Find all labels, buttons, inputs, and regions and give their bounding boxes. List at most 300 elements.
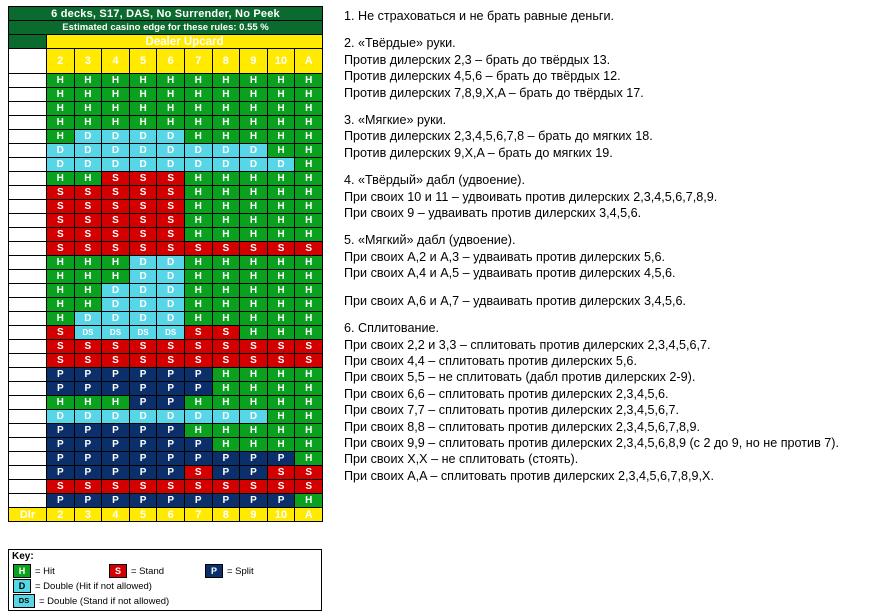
col-footer-5: 5 (129, 508, 157, 522)
strategy-cell: P (47, 368, 75, 382)
dealer-upcard-header: Dealer Upcard (47, 35, 323, 49)
strategy-cell: H (212, 130, 240, 144)
strategy-cell: D (129, 256, 157, 270)
strategy-cell: H (47, 270, 75, 284)
row-label: 17 (9, 242, 47, 256)
strategy-cell: S (74, 340, 102, 354)
row-label: 7,7 (9, 438, 47, 452)
strategy-cell: D (240, 410, 268, 424)
strategy-cell: P (74, 424, 102, 438)
strategy-cell: H (295, 438, 323, 452)
strategy-cell: S (295, 340, 323, 354)
strategy-cell: H (102, 256, 130, 270)
strategy-cell: H (267, 186, 295, 200)
legend-text-double: = Double (Hit if not allowed) (35, 580, 152, 592)
strategy-cell: S (74, 228, 102, 242)
row-label: 12 (9, 172, 47, 186)
strategy-cell: H (47, 298, 75, 312)
strategy-row (9, 284, 323, 298)
strategy-cell: P (267, 494, 295, 508)
strategy-cell: H (212, 172, 240, 186)
strategy-row (9, 228, 323, 242)
row-label: 14 (9, 200, 47, 214)
strategy-cell: H (267, 256, 295, 270)
note-line: При своих 6,6 – сплитовать против дилерских 2,3,4,5,6. (344, 386, 669, 401)
row-label: A,2 (9, 256, 47, 270)
strategy-cell: S (47, 326, 75, 340)
strategy-cell: H (74, 284, 102, 298)
strategy-cell: H (102, 270, 130, 284)
strategy-cell: S (212, 480, 240, 494)
note-line: Против дилерских 9,X,A – брать до мягких 19. (344, 145, 613, 160)
strategy-row (9, 340, 323, 354)
legend-item-double-stand (13, 594, 169, 608)
strategy-row (9, 312, 323, 326)
note-line: 2. «Твёрдые» руки. (344, 36, 456, 51)
legend-chip-stand: S (109, 564, 127, 578)
strategy-cell: S (102, 186, 130, 200)
note-line: При своих 4,4 – сплитовать против дилерских 5,6. (344, 353, 637, 368)
strategy-cell: S (267, 466, 295, 480)
strategy-cell: D (47, 410, 75, 424)
strategy-cell: H (184, 74, 212, 88)
strategy-cell: H (212, 88, 240, 102)
strategy-cell: H (184, 396, 212, 410)
strategy-table (8, 6, 323, 522)
row-label: 6,6 (9, 424, 47, 438)
strategy-cell: H (47, 74, 75, 88)
strategy-cell: H (184, 200, 212, 214)
strategy-cell: H (240, 116, 268, 130)
note-line: Против дилерских 2,3 – брать до твёрдых 13. (344, 52, 611, 67)
strategy-cell: H (267, 102, 295, 116)
strategy-cell: H (74, 396, 102, 410)
legend-chip-hit: H (13, 564, 31, 578)
strategy-cell: S (184, 242, 212, 256)
strategy-cell: S (129, 172, 157, 186)
strategy-cell: H (129, 116, 157, 130)
strategy-cell: S (212, 340, 240, 354)
strategy-cell: S (184, 466, 212, 480)
strategy-cell: S (295, 480, 323, 494)
legend-row-2 (13, 579, 321, 593)
strategy-cell: H (184, 88, 212, 102)
strategy-cell: S (267, 242, 295, 256)
strategy-cell: H (267, 424, 295, 438)
strategy-cell: H (157, 88, 185, 102)
col-header-6: 6 (157, 49, 185, 74)
strategy-cell: H (212, 102, 240, 116)
strategy-cell: H (267, 396, 295, 410)
strategy-cell: D (157, 312, 185, 326)
strategy-notes (344, 8, 878, 484)
strategy-cell: D (129, 284, 157, 298)
strategy-cell: D (157, 144, 185, 158)
strategy-cell: D (157, 410, 185, 424)
strategy-cell: H (102, 396, 130, 410)
strategy-cell: H (184, 214, 212, 228)
strategy-cell: H (267, 116, 295, 130)
col-footer-8: 8 (212, 508, 240, 522)
strategy-cell: H (129, 102, 157, 116)
strategy-row (9, 74, 323, 88)
strategy-row (9, 410, 323, 424)
strategy-cell: S (102, 228, 130, 242)
strategy-cell: S (157, 186, 185, 200)
strategy-cell: H (267, 368, 295, 382)
strategy-cell: S (129, 186, 157, 200)
note-line: Против дилерских 7,8,9,X,A – брать до твёрдых 17. (344, 85, 644, 100)
strategy-cell: H (102, 102, 130, 116)
strategy-row (9, 326, 323, 340)
strategy-cell: H (240, 74, 268, 88)
strategy-cell: H (295, 186, 323, 200)
strategy-cell: H (47, 130, 75, 144)
strategy-cell: D (157, 270, 185, 284)
strategy-cell: D (157, 298, 185, 312)
strategy-cell: S (240, 242, 268, 256)
note-line: 1. Не страховаться и не брать равные деньги. (344, 9, 615, 23)
strategy-cell: H (240, 102, 268, 116)
strategy-cell: P (102, 368, 130, 382)
strategy-cell: S (295, 466, 323, 480)
strategy-cell: D (184, 410, 212, 424)
strategy-cell: S (47, 228, 75, 242)
strategy-cell: H (129, 88, 157, 102)
strategy-cell: S (184, 326, 212, 340)
strategy-cell: H (267, 228, 295, 242)
strategy-cell: S (74, 214, 102, 228)
row-label: 5 (9, 74, 47, 88)
strategy-cell: S (47, 242, 75, 256)
strategy-cell: P (47, 452, 75, 466)
strategy-row (9, 158, 323, 172)
row-label: 8,8 (9, 452, 47, 466)
strategy-cell: D (47, 144, 75, 158)
strategy-cell: S (47, 186, 75, 200)
strategy-cell: H (47, 172, 75, 186)
strategy-cell: S (74, 242, 102, 256)
dealer-footer-label: Dlr (9, 508, 47, 522)
strategy-cell: P (102, 424, 130, 438)
strategy-cell: H (102, 116, 130, 130)
strategy-cell: H (267, 410, 295, 424)
strategy-cell: D (129, 158, 157, 172)
strategy-cell: P (102, 438, 130, 452)
note-line: При своих 9 – удваивать против дилерских 3,4,5,6. (344, 206, 642, 221)
strategy-cell: H (267, 284, 295, 298)
strategy-cell: S (47, 480, 75, 494)
col-header-8: 8 (212, 49, 240, 74)
chart-title: 6 decks, S17, DAS, No Surrender, No Peek (9, 7, 323, 21)
strategy-cell: H (240, 284, 268, 298)
strategy-cell: H (212, 214, 240, 228)
strategy-cell: H (184, 130, 212, 144)
strategy-row (9, 298, 323, 312)
strategy-cell: H (184, 312, 212, 326)
strategy-cell: H (212, 438, 240, 452)
strategy-cell: P (212, 452, 240, 466)
col-header-2: 2 (47, 49, 75, 74)
strategy-row (9, 200, 323, 214)
strategy-cell: D (240, 144, 268, 158)
col-header-4: 4 (102, 49, 130, 74)
strategy-row (9, 494, 323, 508)
strategy-cell: D (212, 158, 240, 172)
strategy-cell: D (129, 130, 157, 144)
strategy-cell: P (240, 452, 268, 466)
strategy-cell: H (295, 284, 323, 298)
strategy-cell: D (129, 410, 157, 424)
strategy-cell: S (129, 228, 157, 242)
strategy-cell: P (129, 466, 157, 480)
legend-item-stand (109, 564, 201, 578)
strategy-cell: S (102, 242, 130, 256)
strategy-cell: H (47, 312, 75, 326)
strategy-cell: H (295, 130, 323, 144)
strategy-cell: H (240, 88, 268, 102)
strategy-row (9, 256, 323, 270)
strategy-cell: P (184, 494, 212, 508)
legend-chip-split: P (205, 564, 223, 578)
strategy-cell: H (184, 116, 212, 130)
strategy-cell: D (267, 158, 295, 172)
strategy-cell: S (102, 200, 130, 214)
strategy-row (9, 382, 323, 396)
strategy-cell: S (102, 214, 130, 228)
strategy-cell: S (129, 480, 157, 494)
strategy-cell: S (212, 326, 240, 340)
strategy-cell: P (102, 452, 130, 466)
strategy-cell: D (102, 298, 130, 312)
col-header-A: A (295, 49, 323, 74)
strategy-cell: P (129, 452, 157, 466)
row-label: 6 (9, 88, 47, 102)
legend-chip-double: D (13, 579, 31, 593)
strategy-cell: P (129, 494, 157, 508)
strategy-cell: S (74, 480, 102, 494)
row-label: 3,3 (9, 382, 47, 396)
strategy-cell: P (74, 368, 102, 382)
strategy-cell: P (212, 466, 240, 480)
strategy-cell: P (74, 494, 102, 508)
strategy-cell: D (102, 130, 130, 144)
strategy-cell: H (267, 312, 295, 326)
strategy-cell: H (240, 172, 268, 186)
strategy-cell: P (240, 494, 268, 508)
strategy-cell: H (240, 438, 268, 452)
strategy-cell: H (240, 130, 268, 144)
strategy-cell: H (47, 116, 75, 130)
strategy-cell: H (295, 396, 323, 410)
strategy-cell: D (212, 144, 240, 158)
strategy-cell: H (240, 396, 268, 410)
strategy-cell: H (295, 326, 323, 340)
legend-text-split: = Split (227, 565, 254, 577)
strategy-cell: S (157, 340, 185, 354)
strategy-cell: H (212, 368, 240, 382)
strategy-cell: H (240, 256, 268, 270)
strategy-cell: S (184, 354, 212, 368)
strategy-cell: H (295, 298, 323, 312)
strategy-cell: H (102, 74, 130, 88)
legend-text-double-stand: = Double (Stand if not allowed) (39, 595, 170, 607)
strategy-cell: H (295, 214, 323, 228)
strategy-cell: S (267, 340, 295, 354)
strategy-cell: S (212, 354, 240, 368)
chart-title-row (9, 7, 323, 21)
strategy-cell: P (74, 438, 102, 452)
row-label: 4,4 (9, 396, 47, 410)
strategy-row (9, 452, 323, 466)
strategy-cell: P (184, 438, 212, 452)
strategy-cell: S (47, 340, 75, 354)
strategy-cell: H (212, 228, 240, 242)
strategy-row (9, 480, 323, 494)
strategy-cell: H (47, 102, 75, 116)
strategy-cell: H (212, 270, 240, 284)
strategy-cell: S (157, 214, 185, 228)
strategy-cell: S (267, 480, 295, 494)
strategy-cell: P (47, 494, 75, 508)
strategy-cell: H (267, 326, 295, 340)
strategy-cell: H (212, 116, 240, 130)
strategy-cell: S (240, 480, 268, 494)
row-label: 7 (9, 102, 47, 116)
strategy-cell: D (102, 312, 130, 326)
your-hand-header-line2: Hand (16, 62, 39, 72)
strategy-cell: H (184, 284, 212, 298)
legend-text-hit: = Hit (35, 565, 55, 577)
strategy-cell: H (240, 228, 268, 242)
strategy-cell: H (295, 368, 323, 382)
strategy-cell: S (102, 340, 130, 354)
strategy-cell: D (129, 144, 157, 158)
strategy-cell: P (102, 382, 130, 396)
strategy-cell: S (129, 242, 157, 256)
strategy-cell: H (212, 256, 240, 270)
strategy-cell: P (47, 466, 75, 480)
strategy-cell: S (157, 200, 185, 214)
strategy-row (9, 270, 323, 284)
strategy-cell: H (267, 74, 295, 88)
strategy-row (9, 130, 323, 144)
strategy-cell: H (295, 102, 323, 116)
col-footer-4: 4 (102, 508, 130, 522)
col-header-7: 7 (184, 49, 212, 74)
strategy-cell: S (240, 354, 268, 368)
strategy-cell: DS (102, 326, 130, 340)
row-label: A,5 (9, 298, 47, 312)
row-label: 11 (9, 158, 47, 172)
strategy-cell: H (240, 200, 268, 214)
strategy-cell: H (74, 88, 102, 102)
strategy-cell: H (295, 256, 323, 270)
strategy-cell: H (212, 396, 240, 410)
blackjack-strategy-chart (8, 6, 322, 522)
strategy-cell: DS (129, 326, 157, 340)
strategy-cell: D (47, 158, 75, 172)
strategy-row (9, 172, 323, 186)
strategy-cell: H (295, 74, 323, 88)
strategy-row (9, 116, 323, 130)
strategy-cell: H (267, 438, 295, 452)
col-header-9: 9 (240, 49, 268, 74)
strategy-cell: D (102, 284, 130, 298)
row-label: 10 (9, 144, 47, 158)
strategy-cell: D (102, 144, 130, 158)
strategy-cell: H (47, 396, 75, 410)
row-label: T,T (9, 480, 47, 494)
strategy-cell: D (184, 158, 212, 172)
strategy-cell: DS (157, 326, 185, 340)
strategy-cell: P (240, 466, 268, 480)
strategy-cell: S (157, 228, 185, 242)
strategy-cell: P (184, 382, 212, 396)
row-label: A,8 (9, 340, 47, 354)
strategy-row (9, 88, 323, 102)
your-hand-header-line1: Your (18, 50, 37, 60)
col-footer-3: 3 (74, 508, 102, 522)
row-label: 15 (9, 214, 47, 228)
strategy-cell: S (47, 214, 75, 228)
strategy-cell: S (157, 354, 185, 368)
strategy-cell: D (74, 410, 102, 424)
strategy-cell: H (47, 284, 75, 298)
strategy-cell: S (184, 480, 212, 494)
note-line: При своих A,2 и A,3 – удваивать против дилерских 5,6. (344, 249, 665, 264)
legend-row-3 (13, 594, 321, 608)
strategy-cell: S (240, 340, 268, 354)
col-header-3: 3 (74, 49, 102, 74)
legend-item-hit (13, 564, 105, 578)
strategy-cell: H (267, 144, 295, 158)
strategy-cell: H (240, 298, 268, 312)
strategy-cell: S (74, 354, 102, 368)
strategy-row (9, 144, 323, 158)
note-line: При своих 7,7 – сплитовать против дилерских 2,3,4,5,6,7. (344, 403, 679, 418)
strategy-cell: P (157, 466, 185, 480)
strategy-cell: H (74, 172, 102, 186)
note-line: 3. «Мягкие» руки. (344, 113, 447, 128)
strategy-cell: H (212, 74, 240, 88)
col-footer-2: 2 (47, 508, 75, 522)
strategy-cell: D (129, 298, 157, 312)
row-label: A,3 (9, 270, 47, 284)
strategy-cell: H (47, 88, 75, 102)
strategy-row (9, 102, 323, 116)
strategy-cell: H (74, 102, 102, 116)
row-label: 8 (9, 116, 47, 130)
strategy-cell: H (240, 424, 268, 438)
strategy-cell: H (295, 312, 323, 326)
strategy-cell: S (129, 214, 157, 228)
strategy-cell: H (240, 368, 268, 382)
strategy-row (9, 214, 323, 228)
row-label: A,6 (9, 312, 47, 326)
strategy-cell: D (102, 158, 130, 172)
col-header-5: 5 (129, 49, 157, 74)
strategy-cell: S (129, 200, 157, 214)
strategy-row (9, 186, 323, 200)
strategy-cell: P (102, 494, 130, 508)
strategy-cell: P (47, 382, 75, 396)
strategy-row (9, 396, 323, 410)
strategy-cell: S (102, 354, 130, 368)
strategy-cell: H (74, 74, 102, 88)
strategy-cell: H (295, 116, 323, 130)
strategy-cell: S (102, 172, 130, 186)
